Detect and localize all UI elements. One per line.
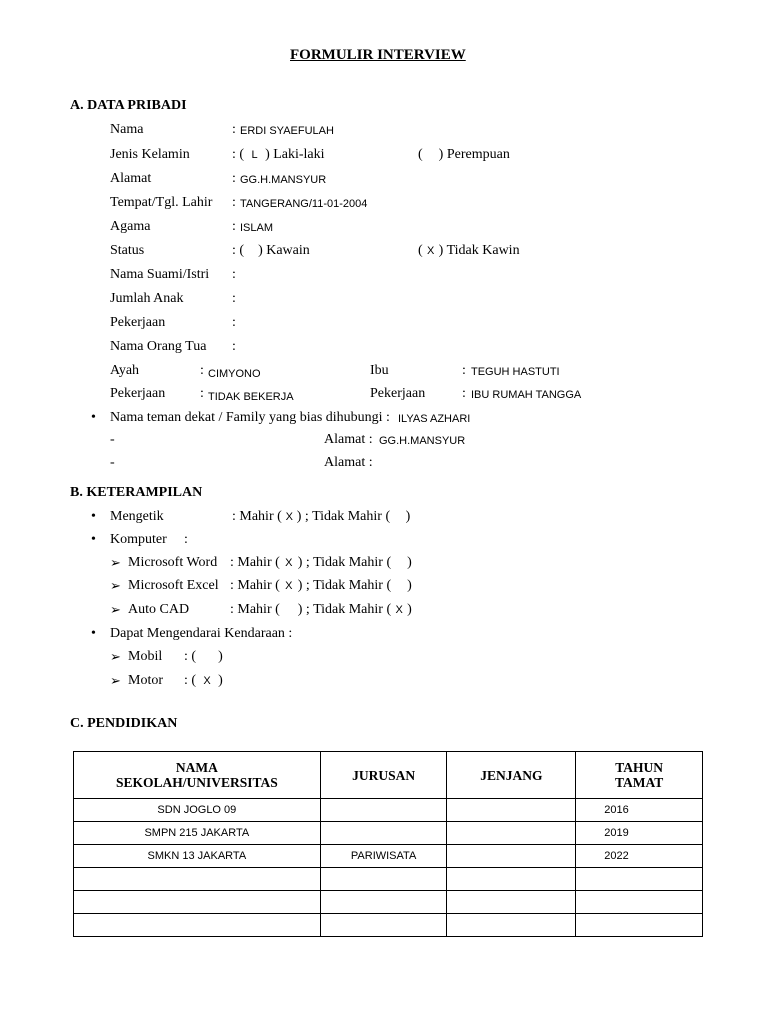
vehicle-name: Mobil — [128, 649, 163, 664]
cell-school[interactable] — [74, 891, 321, 914]
computer-label: Komputer — [110, 532, 167, 547]
field-colon: : — [232, 195, 236, 210]
table-row — [74, 868, 703, 891]
section-b-heading: B. KETERAMPILAN — [70, 485, 203, 500]
table-row — [74, 799, 703, 822]
field-label: Nama Suami/Istri — [110, 267, 210, 282]
cell-year[interactable] — [576, 868, 703, 891]
cell-school[interactable]: SMPN 215 JAKARTA — [74, 822, 321, 845]
typing-options: : Mahir ( X ) ; Tidak Mahir ( ) — [232, 509, 411, 524]
cell-school[interactable] — [74, 914, 321, 937]
field-label: Alamat — [110, 171, 152, 186]
field-value[interactable]: TANGERANG/11-01-2004 — [240, 198, 368, 210]
cell-year[interactable] — [576, 914, 703, 937]
cell-level[interactable] — [447, 799, 576, 822]
field-label: Nama — [110, 122, 144, 137]
contact-dash-1: - — [110, 432, 115, 447]
cell-level[interactable] — [447, 845, 576, 868]
education-table — [73, 751, 703, 937]
field-colon: : — [232, 291, 236, 306]
father-label: Ayah — [110, 363, 140, 378]
vehicle-option: : ( ) — [184, 649, 223, 664]
education-table-header — [74, 752, 703, 799]
field-label: Pekerjaan — [110, 315, 166, 330]
arrow-bullet-icon: ➢ — [110, 578, 121, 593]
skill-label: Microsoft Excel — [128, 578, 219, 593]
field-value[interactable]: GG.H.MANSYUR — [240, 174, 327, 186]
field-mark[interactable]: X — [427, 245, 435, 257]
field-colon: : — [232, 219, 236, 234]
vehicle-name: Motor — [128, 673, 163, 688]
field-option-2: ( ) Perempuan — [418, 147, 510, 162]
field-label: Agama — [110, 219, 151, 234]
contact-value[interactable]: ILYAS AZHARI — [398, 413, 471, 425]
cell-school[interactable] — [74, 868, 321, 891]
skill-label: Auto CAD — [128, 602, 190, 617]
field-colon: : — [232, 171, 236, 186]
field-label: Nama Orang Tua — [110, 339, 207, 354]
bullet-icon: • — [91, 410, 96, 425]
field-colon: : — [232, 267, 236, 282]
field-mark[interactable]: L — [251, 149, 258, 161]
mother-job-label: Pekerjaan — [370, 386, 426, 401]
contact-dash-2: - — [110, 455, 115, 470]
skill-mahir-mark[interactable]: X — [285, 580, 293, 592]
mother-job-value[interactable]: IBU RUMAH TANGGA — [471, 389, 582, 401]
section-c-heading: C. PENDIDIKAN — [70, 716, 178, 731]
mother-value[interactable]: TEGUH HASTUTI — [471, 366, 560, 378]
field-label: Jumlah Anak — [110, 291, 184, 306]
skill-options: : Mahir ( ) ; Tidak Mahir ( X ) — [230, 602, 412, 617]
contact-address-label-2: Alamat : — [324, 455, 373, 470]
skill-mahir-mark[interactable]: X — [285, 557, 293, 569]
typing-label: Mengetik — [110, 509, 164, 524]
typing-mahir-mark[interactable]: X — [285, 511, 293, 523]
field-colon: : — [232, 315, 236, 330]
bullet-icon: • — [91, 509, 96, 524]
arrow-bullet-icon: ➢ — [110, 602, 121, 617]
cell-level[interactable] — [447, 822, 576, 845]
cell-year[interactable] — [576, 891, 703, 914]
column-major: JURUSAN — [320, 752, 447, 799]
skill-options: : Mahir ( X ) ; Tidak Mahir ( ) — [230, 578, 412, 593]
field-option-1: : ( L ) Laki-laki — [232, 147, 325, 162]
cell-major[interactable] — [320, 891, 447, 914]
cell-level[interactable] — [447, 914, 576, 937]
field-label: Jenis Kelamin — [110, 147, 190, 162]
arrow-bullet-icon: ➢ — [110, 555, 121, 570]
cell-level[interactable] — [447, 868, 576, 891]
field-colon: : — [232, 122, 236, 137]
bullet-icon: • — [91, 626, 96, 641]
father-value[interactable]: CIMYONO — [208, 368, 261, 380]
cell-level[interactable] — [447, 891, 576, 914]
vehicle-label: Dapat Mengendarai Kendaraan : — [110, 626, 293, 641]
cell-year[interactable]: 2019 — [576, 822, 703, 845]
table-row — [74, 822, 703, 845]
computer-colon: : — [184, 532, 188, 547]
field-option-1: : ( ) Kawain — [232, 243, 310, 258]
bullet-icon: • — [91, 532, 96, 547]
table-row — [74, 845, 703, 868]
father-colon: : — [200, 363, 204, 378]
vehicle-option: : ( X ) — [184, 673, 223, 688]
father-job-value[interactable]: TIDAK BEKERJA — [208, 391, 294, 403]
cell-major[interactable] — [320, 822, 447, 845]
mother-colon: : — [462, 363, 466, 378]
skill-tidak-mark[interactable]: X — [395, 604, 403, 616]
cell-school[interactable]: SMKN 13 JAKARTA — [74, 845, 321, 868]
section-a-heading: A. DATA PRIBADI — [70, 98, 187, 113]
cell-major[interactable] — [320, 799, 447, 822]
mother-job-colon: : — [462, 386, 466, 401]
arrow-bullet-icon: ➢ — [110, 649, 121, 664]
contact-address-label-1: Alamat : — [324, 432, 373, 447]
column-graduation-year: TAHUN TAMAT — [576, 752, 703, 799]
cell-year[interactable]: 2016 — [576, 799, 703, 822]
cell-major[interactable] — [320, 868, 447, 891]
contact-label: Nama teman dekat / Family yang bias dihubungi : — [110, 410, 390, 425]
form-title: FORMULIR INTERVIEW — [290, 47, 466, 63]
field-value[interactable]: ISLAM — [240, 222, 274, 234]
cell-school[interactable]: SDN JOGLO 09 — [74, 799, 321, 822]
field-value[interactable]: ERDI SYAEFULAH — [240, 125, 334, 137]
cell-major[interactable]: PARIWISATA — [320, 845, 447, 868]
field-option-2: ( X ) Tidak Kawin — [418, 243, 520, 258]
field-colon: : — [232, 339, 236, 354]
column-school: NAMA SEKOLAH/UNIVERSITAS — [74, 752, 321, 799]
field-label: Status — [110, 243, 145, 258]
column-level: JENJANG — [447, 752, 576, 799]
table-row — [74, 914, 703, 937]
cell-major[interactable] — [320, 914, 447, 937]
table-row — [74, 891, 703, 914]
mother-label: Ibu — [370, 363, 389, 378]
skill-options: : Mahir ( X ) ; Tidak Mahir ( ) — [230, 555, 412, 570]
field-label: Tempat/Tgl. Lahir — [110, 195, 213, 210]
vehicle-mark[interactable]: X — [203, 675, 211, 687]
contact-address-value-1[interactable]: GG.H.MANSYUR — [379, 435, 466, 447]
arrow-bullet-icon: ➢ — [110, 673, 121, 688]
father-job-colon: : — [200, 386, 204, 401]
skill-label: Microsoft Word — [128, 555, 218, 570]
father-job-label: Pekerjaan — [110, 386, 166, 401]
cell-year[interactable]: 2022 — [576, 845, 703, 868]
